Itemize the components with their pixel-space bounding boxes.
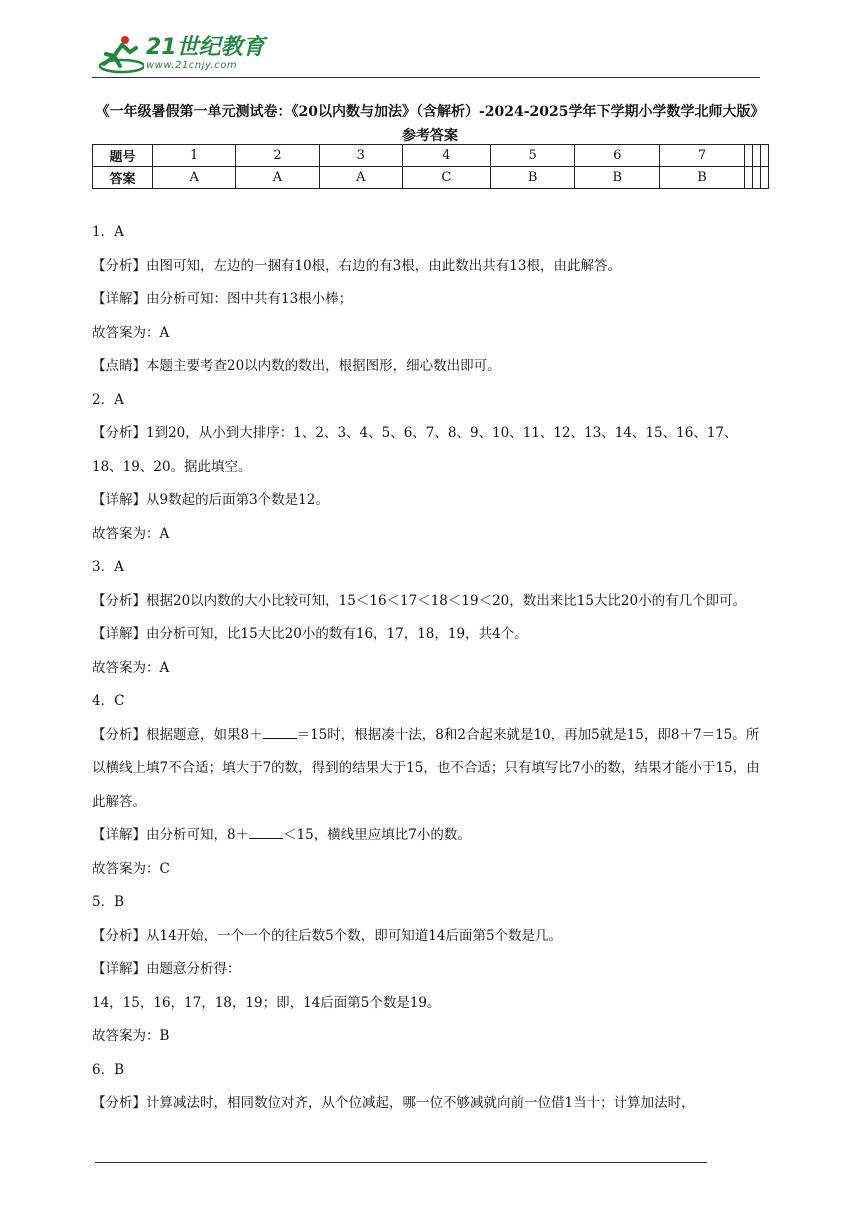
table-cell: A <box>153 167 236 189</box>
item-line: 【详解】由分析可知，比15大比20小的数有16，17，18，19，共4个。 <box>92 626 528 642</box>
running-figure-logo-icon <box>92 32 144 76</box>
item-line: 故答案为：A <box>92 525 170 542</box>
table-cell: B <box>660 167 745 189</box>
table-row-answers <box>93 167 769 189</box>
table-cell: 2 <box>236 145 319 167</box>
item-heading: 6．B <box>92 1061 125 1078</box>
answer-table <box>92 144 769 189</box>
item-line: 【详解】由分析可知：图中共有13根小棒； <box>92 291 353 307</box>
table-cell: 4 <box>402 145 490 167</box>
item-line: 故答案为：C <box>92 860 170 877</box>
table-cell <box>752 145 760 167</box>
item-line: 【分析】由图可知，左边的一捆有10根，右边的有3根，由此数出共有13根，由此解答。 <box>92 257 621 274</box>
table-cell: 5 <box>490 145 575 167</box>
item-line: 故答案为：B <box>92 1028 170 1044</box>
table-cell: 7 <box>660 145 745 167</box>
table-cell <box>744 145 752 167</box>
item-line: 【分析】从14开始，一个一个的往后数5个数，即可知道14后面第5个数是几。 <box>92 927 563 944</box>
table-row-numbers <box>93 145 769 167</box>
table-cell: 1 <box>153 145 236 167</box>
table-cell <box>752 167 760 189</box>
table-cell: B <box>490 167 575 189</box>
logo-main-text: 21世纪教育 <box>146 35 265 60</box>
table-cell <box>760 145 768 167</box>
table-cell: B <box>575 167 660 189</box>
table-cell: 6 <box>575 145 660 167</box>
item-line: 【分析】计算减法时，相同数位对齐，从个位减起，哪一位不够减就向前一位借1当十；计算加法时， <box>92 1095 695 1111</box>
row-label-answer: 答案 <box>93 167 153 189</box>
row-label-number: 题号 <box>93 145 153 167</box>
table-cell: A <box>236 167 319 189</box>
item-line <box>92 719 768 820</box>
detail-text-a: 【详解】由分析可知，8＋ <box>92 827 250 843</box>
item-line: 故答案为：A <box>92 659 170 676</box>
footer-divider <box>95 1162 707 1163</box>
item-line <box>92 819 768 853</box>
solutions-body <box>92 216 768 1121</box>
logo-url-text: www.21cnjy.com <box>146 60 238 71</box>
table-cell: 3 <box>319 145 402 167</box>
table-cell <box>760 167 768 189</box>
page-header <box>92 30 760 78</box>
logo <box>92 32 265 76</box>
fill-blank <box>263 725 297 739</box>
analysis-text-a: 【分析】根据题意，如果8＋ <box>92 726 263 743</box>
item-line: 【点睛】本题主要考查20以内数的数出，根据图形，细心数出即可。 <box>92 358 501 374</box>
document-title: 《一年级暑假第一单元测试卷：《20以内数与加法》（含解析）-2024-2025学年下学期小学数学北师大版》参考答案 <box>95 104 765 144</box>
item-heading: 2．A <box>92 391 124 408</box>
item-line: 14，15，16，17，18，19；即，14后面第5个数是19。 <box>92 994 441 1011</box>
item-line: 【详解】由题意分析得： <box>92 961 241 977</box>
analysis-text-b: ＝15时，根据凑十法，8和2合起来就是10，再加5就是15，即8＋7＝15。所以横线上填7不合适；填大于7的数，得到的结果大于15，也不合适；只有填写比7小的数，结果才能小于15，由此解答。 <box>92 726 760 810</box>
item-heading: 1．A <box>92 224 124 240</box>
item-line: 故答案为：A <box>92 324 170 341</box>
table-cell: A <box>319 167 402 189</box>
header-divider <box>92 77 760 78</box>
item-heading: 5．B <box>92 894 125 910</box>
item-heading: 3．A <box>92 559 124 575</box>
item-line: 【分析】根据20以内数的大小比较可知，15＜16＜17＜18＜19＜20，数出来比15大比20小的有几个即可。 <box>92 592 747 609</box>
item-line: 【分析】1到20，从小到大排序：1、2、3、4、5、6、7、8、9、10、11、12、13、14、15、16、17、18、19、20。据此填空。 <box>92 425 738 475</box>
item-line: 【详解】从9数起的后面第3个数是12。 <box>92 492 329 508</box>
fill-blank <box>249 825 283 839</box>
table-cell: C <box>402 167 490 189</box>
detail-text-b: ＜15，横线里应填比7小的数。 <box>283 827 471 843</box>
item-heading: 4．C <box>92 693 125 709</box>
table-cell <box>744 167 752 189</box>
